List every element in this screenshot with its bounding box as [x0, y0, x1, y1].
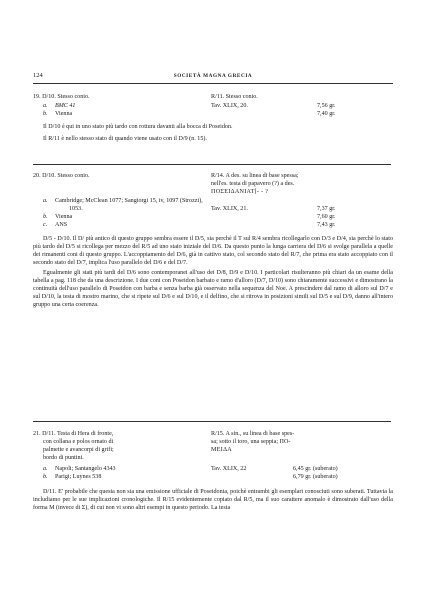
entry-21	[33, 430, 393, 512]
specimen-weight: 6,79 gr. (suberato)	[293, 474, 338, 480]
entry-21-reverse-line2: sa; sotto il toro, una seppia; ΠΟ-	[211, 439, 291, 445]
specimen-label: a.	[43, 198, 48, 204]
specimen-label: c.	[43, 222, 48, 228]
specimen-plate-ref: Tav. XLIX, 22	[211, 466, 247, 472]
specimen-label: b.	[43, 214, 48, 220]
paragraph: D/11. E' probabile che questa non sia una emissione ufficiale di Poseidonia, poichè entrambi gli esemplari conosciuti sono suberati. Tuttavia la includiamo per le sue implicazioni cronologiche. Il R/15 evidentemente copiato dal R/5, ma il suo carattere anomalo è dimostrato dall'uso della forma M (invece di Σ), di cui non vi sono altri esempi in questo periodo. La testa	[33, 489, 393, 511]
paragraph: Egualmente gli stati più tardi del D/6 sono contemporanei all'uso dei D/8, D/9 e D/10. I particolari risulteranno più chiari da un esame della tabella a pag. 118 che da una descrizione. I due coni con Poseidon barbato e ramo d'alloro (D/7, D/10) sono chiaramente successivi e dimostrano la continuità dell'uso parallelo di Poseidon con barba e senza barba già osservato nella sequenza del Noe. A prescindere dal ramo di alloro sul D/7 e sul D/10, la testa di mostro marino, che si ripete sul D/6 e sul D/10, e il delfino, che si ritrova in posizioni simili sul D/5 e sul D/9, danno all'intero gruppo una certa coerenza.	[33, 270, 393, 308]
specimen-label: b.	[43, 474, 48, 480]
specimen-weight: 6,45 gr. (suberato)	[293, 466, 338, 472]
specimen-weight: 7,60 gr.	[317, 214, 336, 220]
entry-21-obverse-line3: palmette e avancorpi di grifi;	[43, 447, 114, 453]
page	[33, 0, 393, 600]
entry-20-obverse: 20. D/10. Stesso conio.	[33, 173, 90, 179]
specimen-collection: ANS	[55, 222, 68, 228]
paragraph: Il R/11 è nello stesso stato di quando viene usato con il D/9 (n. 15).	[43, 136, 207, 142]
page-number: 124	[33, 72, 43, 79]
entry-19-obverse: 19. D/10. Stesso conio.	[33, 94, 90, 100]
specimen-weight: 7,40 gr.	[317, 111, 336, 117]
entry-rule	[33, 421, 391, 422]
header-rule	[33, 83, 393, 84]
specimen-collection: BMC 41	[55, 103, 76, 109]
entry-21-obverse-line2: con collana e polos ornato di	[43, 439, 114, 445]
entry-20-legend: ΠΟΣΕΙΔΑΝΙΑΤ[- - ?	[211, 189, 269, 195]
paragraph: Il D/10 è qui in uno stato più tardo con rottura davanti alla bocca di Poseidon.	[43, 124, 233, 130]
entry-20	[33, 172, 393, 309]
specimen-collection: Napoli; Santangelo 4343	[55, 466, 116, 472]
paragraph: D/5 - D/10. Il D/ più antico di questo gruppo sembra essere il D/5, sia perchè il T sul R/4 sembra ricollegarlo con D/3 e D/4, sia perchè lo stato più tardo del D/5 si ricollega per mezzo del R/5 ad uno stato iniziale del D/6. Da questo punto la lunga carriera del D/6 si svolge parallela a quelle dei rimanenti coni di questo gruppo. L'accoppiamento del D/6, già in cattivo stato, col secondo stato del R/7, che prima era stato accoppiato con il secondo stato del D/7, implica l'uso parallelo del D/6 e del D/7.	[33, 236, 393, 266]
entry-19-reverse: R/11. Stesso conio.	[211, 94, 258, 100]
specimen-label: a.	[43, 103, 48, 109]
specimen-weight: 7,37 gr.	[317, 206, 336, 212]
entry-rule	[33, 164, 391, 165]
specimen-collection: Cambridge; McClean 1077; Sangiorgi 15, iv, 1097 (Strozzi),	[55, 198, 203, 204]
entry-19	[33, 93, 393, 143]
entry-21-obverse-line4: bordo di puntini.	[43, 455, 84, 461]
specimen-plate-ref: Tav. XLIX, 20.	[211, 103, 248, 109]
specimen-label: a.	[43, 466, 48, 472]
page-header	[33, 72, 393, 82]
specimen-collection: Vienna	[55, 111, 73, 117]
entry-21-reverse-line1: R/15. A sin., su linea di base spes-	[211, 431, 295, 437]
entry-20-reverse-line1: R/14. A des. su linea di base spessa;	[211, 173, 299, 179]
specimen-collection: Vienna	[55, 214, 73, 220]
running-title: SOCIETÀ MAGNA GRECIA	[173, 73, 253, 79]
specimen-weight: 7,43 gr.	[317, 222, 336, 228]
entry-21-obverse-line1: 21. D/11. Testa di Hera di fronte,	[33, 431, 114, 437]
specimen-weight: 7,56 gr.	[317, 103, 336, 109]
specimen-collection: Parigi; Luynes 538	[55, 474, 102, 480]
specimen-plate-ref: Tav. XLIX, 21.	[211, 206, 248, 212]
entry-20-reverse-line2: nell'es. testa di papavero (?) a des.	[211, 181, 295, 187]
specimen-label: b.	[43, 111, 48, 117]
specimen-collection-cont: 1053.	[69, 206, 83, 212]
entry-21-legend: ΜΕΙΔΑ	[211, 447, 232, 453]
